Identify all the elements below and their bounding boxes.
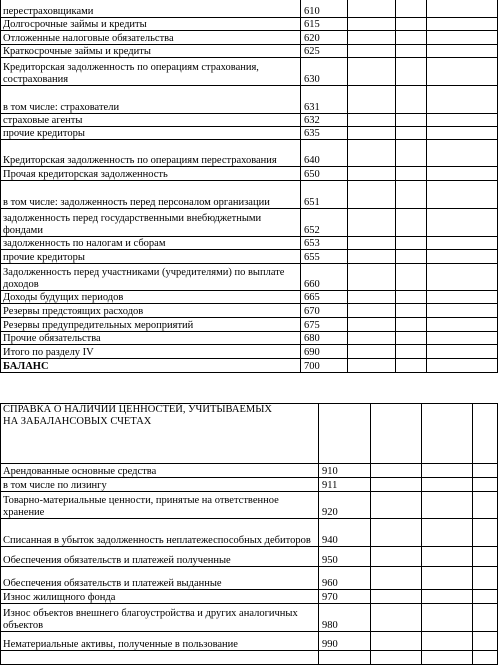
value-cell [396, 181, 427, 209]
value-cell [427, 264, 498, 291]
row-code: 630 [301, 58, 348, 86]
row-label: в том числе: задолженность перед персоналом организации [1, 181, 301, 209]
value-cell [473, 651, 498, 665]
row-code: 620 [301, 31, 348, 45]
row-label [1, 651, 319, 665]
value-cell [427, 250, 498, 264]
row-label: Износ жилищного фонда [1, 590, 319, 604]
table-row [1, 604, 498, 632]
value-cell [396, 86, 427, 114]
value-cell [396, 114, 427, 127]
table-row [1, 237, 498, 250]
row-code: 665 [301, 291, 348, 304]
row-code: 690 [301, 345, 348, 359]
offbalance-title [1, 404, 319, 464]
table-row [1, 18, 498, 31]
row-label: Кредиторская задолженность по операциям перестрахования [1, 140, 301, 167]
table-row [1, 86, 498, 114]
value-cell [348, 86, 396, 114]
value-cell [427, 127, 498, 140]
value-cell [396, 318, 427, 332]
value-cell [422, 567, 473, 590]
value-cell [427, 181, 498, 209]
value-cell [396, 167, 427, 181]
table-row [1, 0, 498, 18]
table-row [1, 127, 498, 140]
table-row [1, 345, 498, 359]
row-code: 610 [301, 0, 348, 18]
value-cell [348, 264, 396, 291]
value-cell [371, 519, 422, 547]
row-label: в том числе: страхователи [1, 86, 301, 114]
value-cell [396, 140, 427, 167]
value-cell [473, 519, 498, 547]
value-cell [371, 632, 422, 651]
value-cell [396, 0, 427, 18]
row-label: Обеспечения обязательств и платежей выданные [1, 567, 319, 590]
row-code: 635 [301, 127, 348, 140]
value-cell [427, 0, 498, 18]
table-row [1, 291, 498, 304]
value-cell [427, 167, 498, 181]
value-cell [396, 264, 427, 291]
value-cell [396, 58, 427, 86]
value-cell [473, 547, 498, 567]
value-cell [422, 651, 473, 665]
value-cell [427, 45, 498, 58]
table-row [1, 264, 498, 291]
value-cell [348, 209, 396, 237]
value-cell [422, 590, 473, 604]
value-cell [348, 318, 396, 332]
empty-cell [319, 404, 371, 464]
value-cell [427, 237, 498, 250]
value-cell [348, 140, 396, 167]
row-code: 970 [319, 590, 371, 604]
row-label: перестраховщиками [1, 0, 301, 18]
row-label: Арендованные основные средства [1, 464, 319, 478]
table-row [1, 318, 498, 332]
row-code: 980 [319, 604, 371, 632]
value-cell [348, 359, 396, 373]
value-cell [371, 547, 422, 567]
value-cell [348, 291, 396, 304]
table-row [1, 209, 498, 237]
value-cell [371, 464, 422, 478]
row-code: 910 [319, 464, 371, 478]
row-code: 911 [319, 478, 371, 492]
value-cell [427, 209, 498, 237]
row-code: 655 [301, 250, 348, 264]
row-label: БАЛАНС [1, 359, 301, 373]
row-code: 950 [319, 547, 371, 567]
value-cell [427, 58, 498, 86]
table-row [1, 519, 498, 547]
value-cell [348, 167, 396, 181]
row-code: 652 [301, 209, 348, 237]
row-code: 670 [301, 304, 348, 318]
value-cell [396, 345, 427, 359]
value-cell [427, 114, 498, 127]
row-label: Кредиторская задолженность по операциям страхования, сострахования [1, 58, 301, 86]
value-cell [422, 632, 473, 651]
offbalance-title-line1: СПРАВКА О НАЛИЧИИ ЦЕННОСТЕЙ, УЧИТЫВАЕМЫХ [3, 404, 272, 415]
value-cell [348, 250, 396, 264]
value-cell [396, 332, 427, 345]
row-code: 990 [319, 632, 371, 651]
row-code: 920 [319, 492, 371, 519]
value-cell [396, 237, 427, 250]
table-row [1, 58, 498, 86]
value-cell [348, 0, 396, 18]
table-row [1, 332, 498, 345]
row-code: 653 [301, 237, 348, 250]
value-cell [371, 590, 422, 604]
row-code: 940 [319, 519, 371, 547]
row-code: 660 [301, 264, 348, 291]
value-cell [422, 492, 473, 519]
row-code: 625 [301, 45, 348, 58]
value-cell [427, 345, 498, 359]
value-cell [473, 478, 498, 492]
row-code: 651 [301, 181, 348, 209]
value-cell [396, 359, 427, 373]
row-code: 675 [301, 318, 348, 332]
value-cell [396, 31, 427, 45]
value-cell [427, 291, 498, 304]
row-label: Прочая кредиторская задолженность [1, 167, 301, 181]
value-cell [422, 478, 473, 492]
value-cell [371, 651, 422, 665]
value-cell [371, 567, 422, 590]
table-row [1, 167, 498, 181]
value-cell [371, 478, 422, 492]
value-cell [348, 345, 396, 359]
value-cell [427, 359, 498, 373]
row-label: Товарно-материальные ценности, принятые на ответственное хранение [1, 492, 319, 519]
row-label: страховые агенты [1, 114, 301, 127]
table-row [1, 304, 498, 318]
row-label: Списанная в убыток задолженность неплатежеспособных дебиторов [1, 519, 319, 547]
empty-cell [473, 404, 498, 464]
value-cell [371, 492, 422, 519]
value-cell [348, 18, 396, 31]
row-code: 640 [301, 140, 348, 167]
row-label: Долгосрочные займы и кредиты [1, 18, 301, 31]
row-label: Задолженность перед участниками (учредителями) по выплате доходов [1, 264, 301, 291]
value-cell [348, 332, 396, 345]
value-cell [422, 464, 473, 478]
row-code: 631 [301, 86, 348, 114]
table-row [1, 45, 498, 58]
table-row [1, 478, 498, 492]
table-row [1, 590, 498, 604]
offbalance-title-line2: НА ЗАБАЛАНСОВЫХ СЧЕТАХ [3, 415, 152, 427]
value-cell [396, 127, 427, 140]
row-label: прочие кредиторы [1, 127, 301, 140]
offbalance-header-row [1, 404, 498, 464]
row-code: 615 [301, 18, 348, 31]
row-label: задолженность перед государственными внебюджетными фондами [1, 209, 301, 237]
row-code: 960 [319, 567, 371, 590]
value-cell [371, 604, 422, 632]
value-cell [427, 140, 498, 167]
row-label: Резервы предстоящих расходов [1, 304, 301, 318]
value-cell [427, 304, 498, 318]
value-cell [427, 332, 498, 345]
offbalance-table [0, 403, 498, 665]
table-row [1, 181, 498, 209]
value-cell [473, 567, 498, 590]
value-cell [348, 58, 396, 86]
value-cell [348, 181, 396, 209]
row-label: Прочие обязательства [1, 332, 301, 345]
row-label: Резервы предупредительных мероприятий [1, 318, 301, 332]
table-row [1, 567, 498, 590]
table-row [1, 114, 498, 127]
row-label: Износ объектов внешнего благоустройства и других аналогичных объектов [1, 604, 319, 632]
value-cell [396, 250, 427, 264]
value-cell [422, 519, 473, 547]
row-label: в том числе по лизингу [1, 478, 319, 492]
value-cell [348, 45, 396, 58]
row-label: Нематериальные активы, полученные в пользование [1, 632, 319, 651]
table-row [1, 140, 498, 167]
row-code: 650 [301, 167, 348, 181]
row-code: 700 [301, 359, 348, 373]
value-cell [473, 464, 498, 478]
table-row [1, 547, 498, 567]
row-label: Доходы будущих периодов [1, 291, 301, 304]
table-row [1, 31, 498, 45]
value-cell [396, 291, 427, 304]
value-cell [348, 31, 396, 45]
row-label: Обеспечения обязательств и платежей полученные [1, 547, 319, 567]
value-cell [427, 18, 498, 31]
value-cell [348, 304, 396, 318]
value-cell [396, 45, 427, 58]
value-cell [473, 604, 498, 632]
table-row [1, 359, 498, 373]
table-row [1, 492, 498, 519]
value-cell [422, 604, 473, 632]
value-cell [473, 590, 498, 604]
row-label: прочие кредиторы [1, 250, 301, 264]
row-label: Итого по разделу IV [1, 345, 301, 359]
value-cell [348, 127, 396, 140]
value-cell [427, 86, 498, 114]
row-label: задолженность по налогам и сборам [1, 237, 301, 250]
empty-cell [422, 404, 473, 464]
row-label: Краткосрочные займы и кредиты [1, 45, 301, 58]
value-cell [473, 492, 498, 519]
row-code [319, 651, 371, 665]
row-code: 632 [301, 114, 348, 127]
value-cell [396, 209, 427, 237]
value-cell [348, 114, 396, 127]
table-row [1, 250, 498, 264]
value-cell [396, 304, 427, 318]
empty-cell [371, 404, 422, 464]
table-row [1, 464, 498, 478]
value-cell [427, 318, 498, 332]
value-cell [348, 237, 396, 250]
value-cell [422, 547, 473, 567]
table-row [1, 632, 498, 651]
value-cell [473, 632, 498, 651]
value-cell [427, 31, 498, 45]
row-code: 680 [301, 332, 348, 345]
row-label: Отложенные налоговые обязательства [1, 31, 301, 45]
value-cell [396, 18, 427, 31]
table-row [1, 651, 498, 665]
